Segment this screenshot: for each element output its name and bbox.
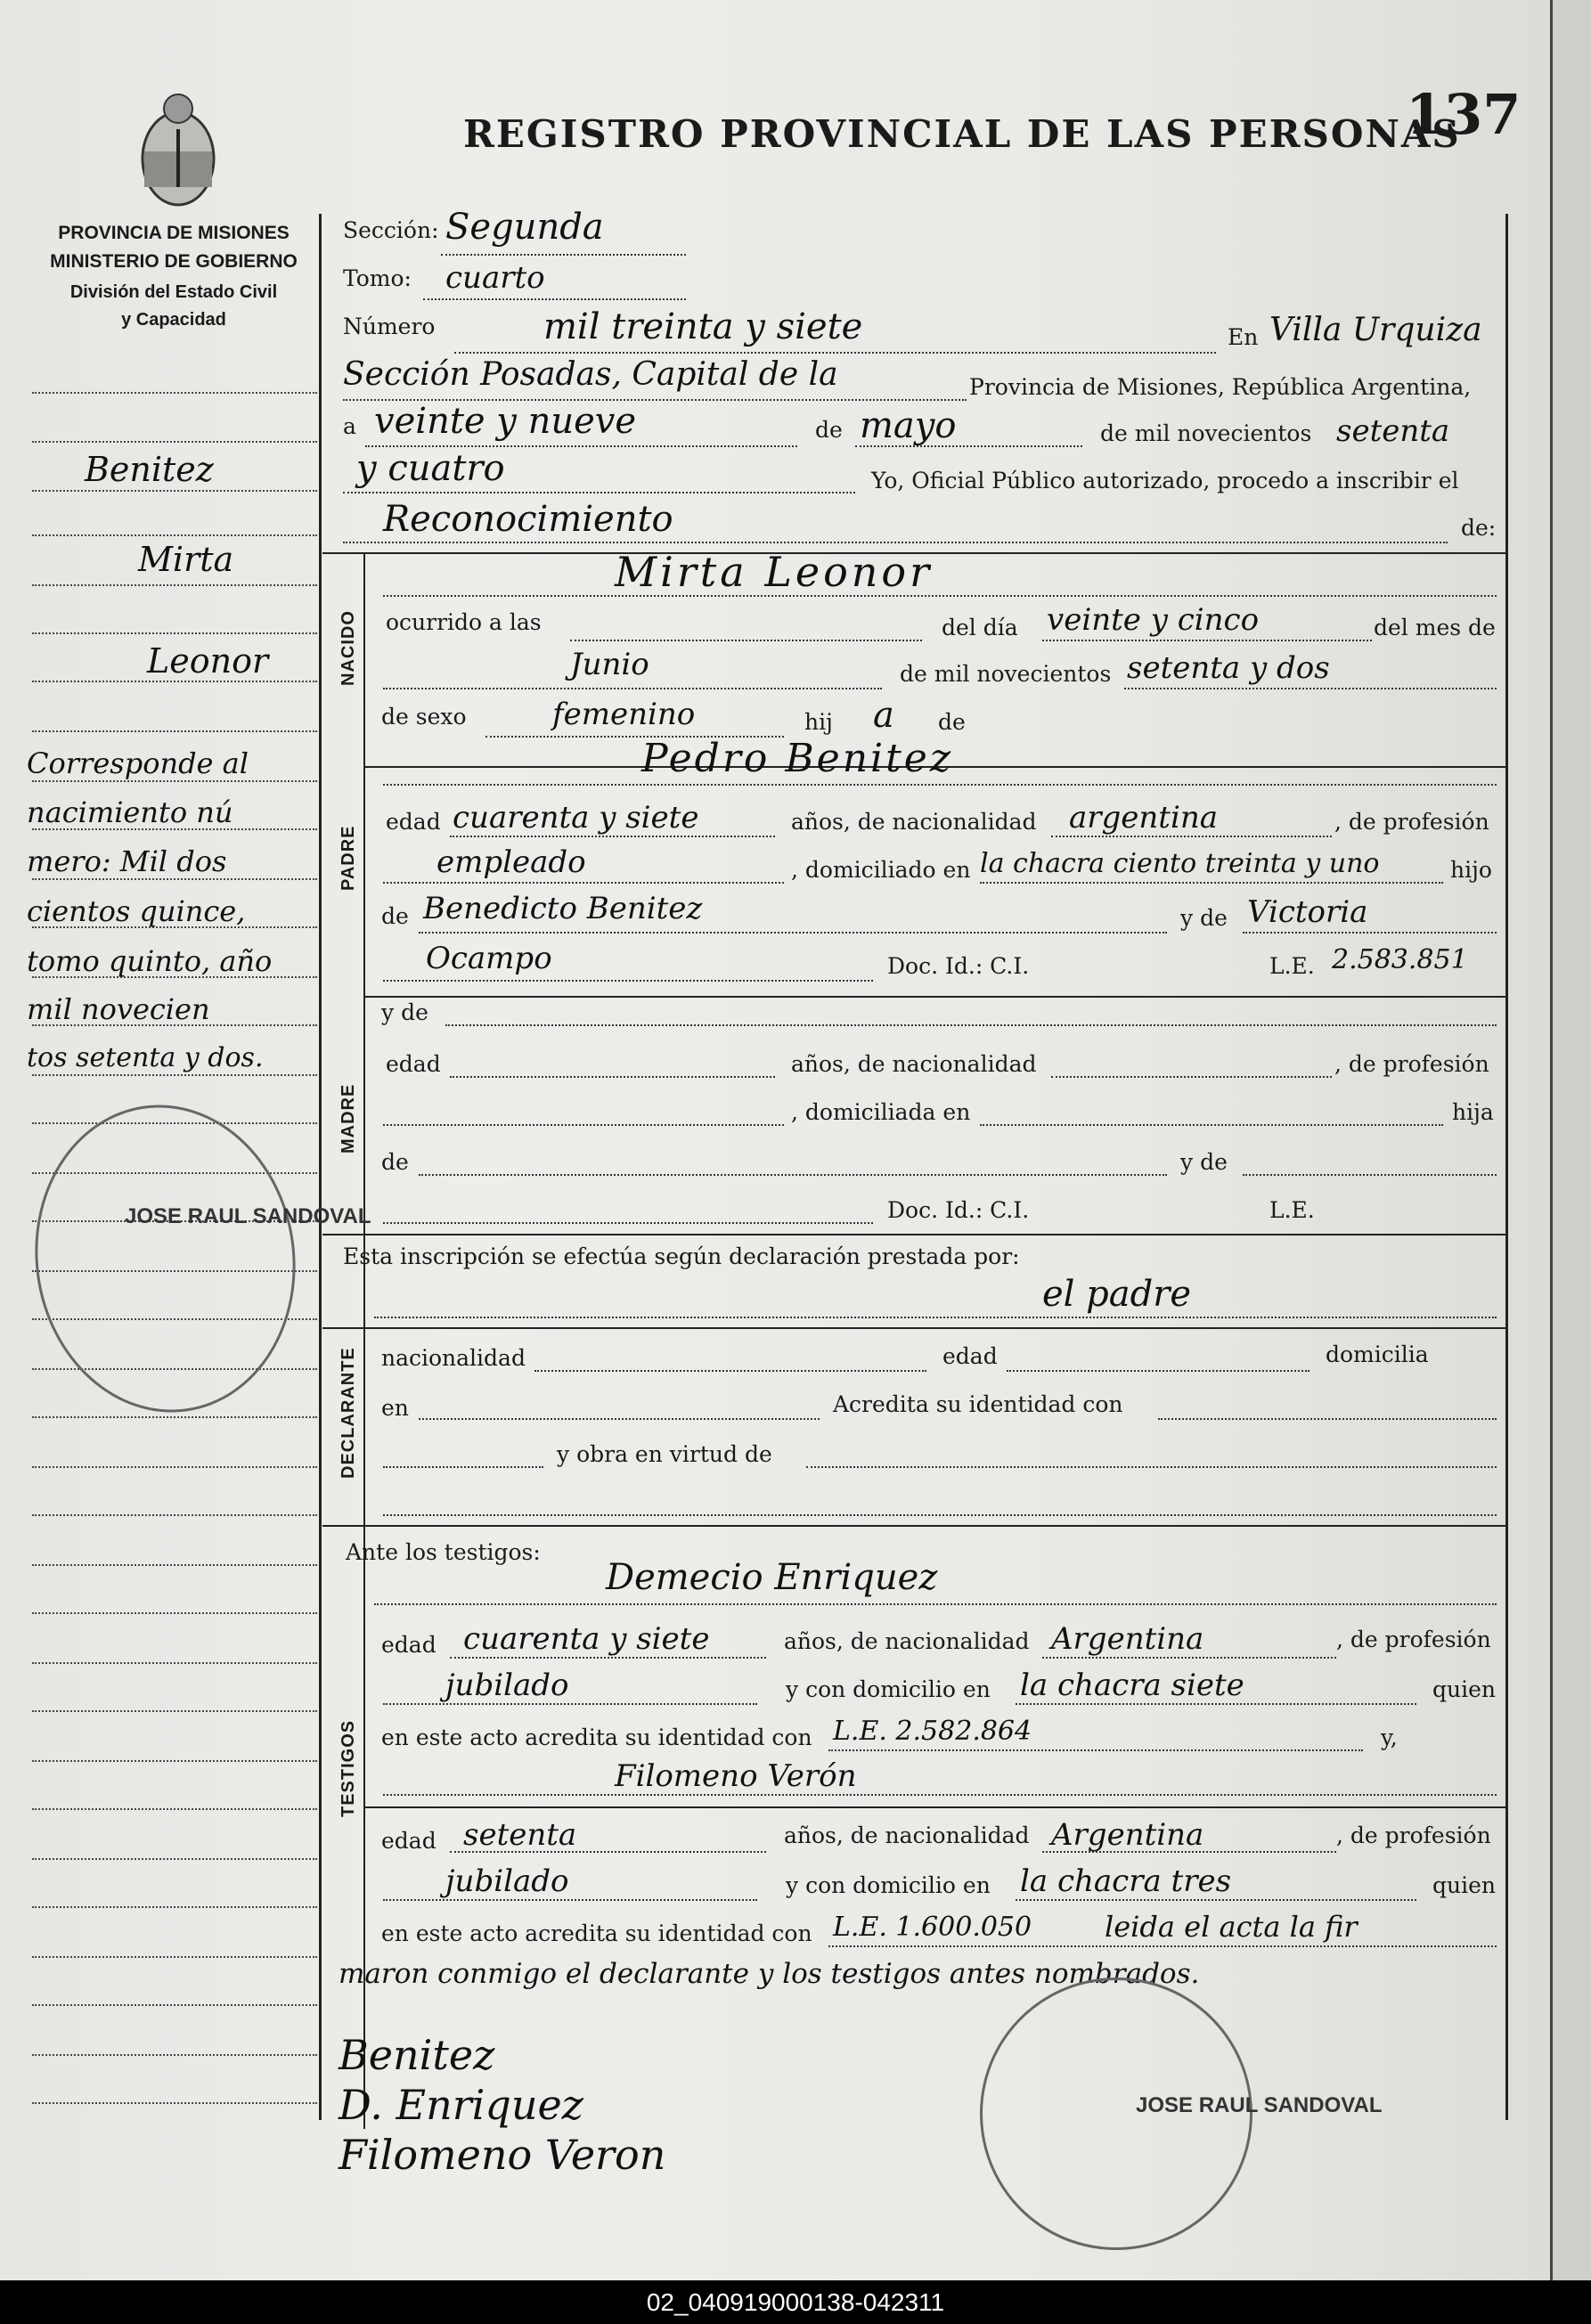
label-de-hij: de xyxy=(938,709,966,735)
label-hijo: hijo xyxy=(1450,857,1492,883)
value-mes: mayo xyxy=(860,405,957,446)
value-dia: veinte y nueve xyxy=(374,401,637,442)
label-y-de-padre: y de xyxy=(1180,905,1228,931)
label-edad-madre: edad xyxy=(386,1051,441,1077)
label-profesion-padre: , de profesión xyxy=(1334,809,1489,835)
label-edad-padre: edad xyxy=(386,809,441,835)
value-declarante: el padre xyxy=(1042,1274,1192,1315)
official-stamp-name-right: JOSE RAUL SANDOVAL xyxy=(1136,2093,1383,2117)
coat-of-arms-icon xyxy=(125,89,232,214)
label-le-madre: L.E. xyxy=(1269,1197,1315,1223)
value-t2-prof: jubilado xyxy=(445,1863,569,1899)
page-title: REGISTRO PROVINCIAL DE LAS PERSONAS xyxy=(463,112,1461,156)
margin-note-5: tomo quinto, año xyxy=(27,944,273,978)
side-label-padre: PADRE xyxy=(339,825,358,891)
value-t2-nac: Argentina xyxy=(1051,1817,1204,1853)
value-t2-doc: L.E. 1.600.050 xyxy=(833,1912,1032,1943)
label-anos-padre: años, de nacionalidad xyxy=(791,809,1037,835)
official-stamp-seal-left xyxy=(15,1088,314,1429)
value-anio-nac: setenta y dos xyxy=(1127,650,1330,686)
label-provincia: Provincia de Misiones, República Argentina, xyxy=(969,374,1472,400)
right-border xyxy=(1505,214,1508,2120)
value-t1-prof: jubilado xyxy=(445,1668,569,1703)
agency-line-1: PROVINCIA DE MISIONES xyxy=(58,223,290,243)
value-seccion: Segunda xyxy=(445,207,604,248)
folio-number: 137 xyxy=(1406,82,1522,147)
label-de-abuelo: de xyxy=(381,903,409,929)
label-doc-id-madre: Doc. Id.: C.I. xyxy=(887,1197,1030,1223)
label-y-comma: y, xyxy=(1381,1725,1398,1750)
side-label-nacido: NACIDO xyxy=(339,610,358,686)
label-numero: Número xyxy=(343,314,436,339)
label-profesion-madre: , de profesión xyxy=(1334,1051,1489,1077)
signature-padre: Benitez xyxy=(339,2031,495,2079)
label-tomo: Tomo: xyxy=(343,265,412,291)
label-edad-t2: edad xyxy=(381,1828,437,1854)
value-padre-le: 2.583.851 xyxy=(1332,944,1468,975)
label-anos-t2: años, de nacionalidad xyxy=(784,1823,1030,1848)
value-padre: Pedro Benitez xyxy=(641,736,954,781)
side-label-madre: MADRE xyxy=(339,1083,358,1154)
label-quien-t2: quien xyxy=(1432,1872,1496,1898)
agency-line-4: y Capacidad xyxy=(121,310,226,330)
label-en-declarante: en xyxy=(381,1395,409,1421)
label-esta-inscripcion: Esta inscripción se efectúa según declaración prestada por: xyxy=(343,1244,1020,1269)
value-testigo2: Filomeno Verón xyxy=(615,1758,857,1794)
value-seccion-posadas: Sección Posadas, Capital de la xyxy=(343,356,838,393)
label-domicilia: domicilia xyxy=(1326,1341,1429,1367)
margin-note-2: nacimiento nú xyxy=(27,795,233,829)
label-edad-t1: edad xyxy=(381,1632,437,1658)
label-y-de-madre-2: y de xyxy=(1180,1149,1228,1175)
label-de-mes: de xyxy=(815,417,843,443)
signature-testigo-1: D. Enriquez xyxy=(339,2081,583,2129)
label-y-de-madre: y de xyxy=(381,999,428,1025)
label-yo-oficial: Yo, Oficial Público autorizado, procedo a inscribir el xyxy=(871,468,1459,493)
label-anos-madre: años, de nacionalidad xyxy=(791,1051,1037,1077)
value-acto: Reconocimiento xyxy=(383,499,673,540)
margin-surname: Benitez xyxy=(85,450,214,489)
value-padre-prof: empleado xyxy=(437,844,586,880)
value-nombre: Mirta Leonor xyxy=(615,548,934,596)
value-padre-edad: cuarenta y siete xyxy=(453,800,699,836)
margin-note-4: cientos quince, xyxy=(27,894,246,928)
label-en: En xyxy=(1228,324,1259,350)
label-edad-declarante: edad xyxy=(942,1343,998,1369)
margin-firstname: Mirta xyxy=(138,540,234,579)
footer-file-id: 02_040919000138-042311 xyxy=(0,2280,1591,2324)
label-seccion: Sección: xyxy=(343,217,439,243)
margin-note-7: tos setenta y dos. xyxy=(27,1042,264,1073)
signature-testigo-2: Filomeno Veron xyxy=(339,2131,666,2179)
side-label-declarante: DECLARANTE xyxy=(339,1347,358,1479)
label-de-colon: de: xyxy=(1461,515,1497,541)
label-de-madre: de xyxy=(381,1149,409,1175)
page-edge xyxy=(1550,0,1591,2280)
label-sexo: de sexo xyxy=(381,704,467,730)
margin-note-3: mero: Mil dos xyxy=(27,844,227,878)
value-anio: setenta xyxy=(1336,413,1450,449)
agency-line-3: División del Estado Civil xyxy=(69,282,278,302)
value-testigo1: Demecio Enriquez xyxy=(606,1557,938,1598)
label-mil-novecientos: de mil novecientos xyxy=(1100,420,1312,446)
agency-line-2: MINISTERIO DE GOBIERNO xyxy=(50,251,298,272)
value-t1-nac: Argentina xyxy=(1051,1621,1204,1657)
value-mes-nac: Junio xyxy=(570,647,649,682)
value-numero: mil treinta y siete xyxy=(543,306,863,347)
value-abuela-2: Ocampo xyxy=(426,941,552,976)
value-t1-doc: L.E. 2.582.864 xyxy=(833,1716,1032,1747)
value-en: Villa Urquiza xyxy=(1269,312,1482,348)
label-profesion-t1: , de profesión xyxy=(1336,1627,1491,1652)
inner-frame-left xyxy=(363,552,365,2129)
value-t1-dom: la chacra siete xyxy=(1020,1668,1244,1703)
margin-note-6: mil novecien xyxy=(27,992,210,1026)
value-hij-suffix: a xyxy=(873,695,894,736)
value-t2-edad: setenta xyxy=(463,1817,577,1853)
label-acredita-t1: en este acto acredita su identidad con xyxy=(381,1725,812,1750)
label-profesion-t2: , de profesión xyxy=(1336,1823,1491,1848)
label-quien-t1: quien xyxy=(1432,1676,1496,1702)
value-cierre-1: leida el acta la fir xyxy=(1105,1910,1358,1944)
label-hija: hija xyxy=(1452,1099,1494,1125)
value-dia-nac: veinte y cinco xyxy=(1047,602,1260,638)
label-anos-t1: años, de nacionalidad xyxy=(784,1628,1030,1654)
value-cierre-2: maron conmigo el declarante y los testigos antes nombrados. xyxy=(339,1958,1200,1990)
value-abuelo: Benedicto Benitez xyxy=(423,891,703,926)
label-ocurrido: ocurrido a las xyxy=(386,609,542,635)
label-del-mes: del mes de xyxy=(1374,615,1496,640)
value-padre-nac: argentina xyxy=(1069,800,1219,836)
side-label-testigos: TESTIGOS xyxy=(339,1719,358,1817)
label-hij: hij xyxy=(804,709,833,735)
value-sexo: femenino xyxy=(552,697,696,732)
label-ante-testigos: Ante los testigos: xyxy=(346,1539,541,1565)
left-column-divider xyxy=(319,214,322,2120)
label-con-domicilio-t2: y con domicilio en xyxy=(786,1872,991,1898)
label-le-padre: L.E. xyxy=(1269,953,1315,979)
label-domiciliada: , domiciliada en xyxy=(791,1099,971,1125)
label-obra: y obra en virtud de xyxy=(557,1441,772,1467)
label-doc-id-padre: Doc. Id.: C.I. xyxy=(887,953,1030,979)
value-tomo: cuarto xyxy=(445,260,545,296)
label-a: a xyxy=(343,413,356,439)
label-nacionalidad: nacionalidad xyxy=(381,1345,526,1371)
margin-note-1: Corresponde al xyxy=(27,746,249,780)
value-t2-dom: la chacra tres xyxy=(1020,1863,1232,1899)
label-de-mil-novecientos: de mil novecientos xyxy=(900,661,1112,687)
value-padre-dom: la chacra ciento treinta y uno xyxy=(980,848,1380,879)
label-domiciliado: , domiciliado en xyxy=(791,857,971,883)
label-acredita: Acredita su identidad con xyxy=(833,1391,1123,1417)
label-acredita-t2: en este acto acredita su identidad con xyxy=(381,1920,812,1946)
label-con-domicilio-t1: y con domicilio en xyxy=(786,1676,991,1702)
label-del-dia: del día xyxy=(942,615,1018,640)
margin-middlename: Leonor xyxy=(147,641,269,681)
official-stamp-name-left: JOSE RAUL SANDOVAL xyxy=(125,1204,371,1228)
value-anio-2: y cuatro xyxy=(356,448,505,489)
value-abuela: Victoria xyxy=(1247,894,1368,930)
value-t1-edad: cuarenta y siete xyxy=(463,1621,710,1657)
